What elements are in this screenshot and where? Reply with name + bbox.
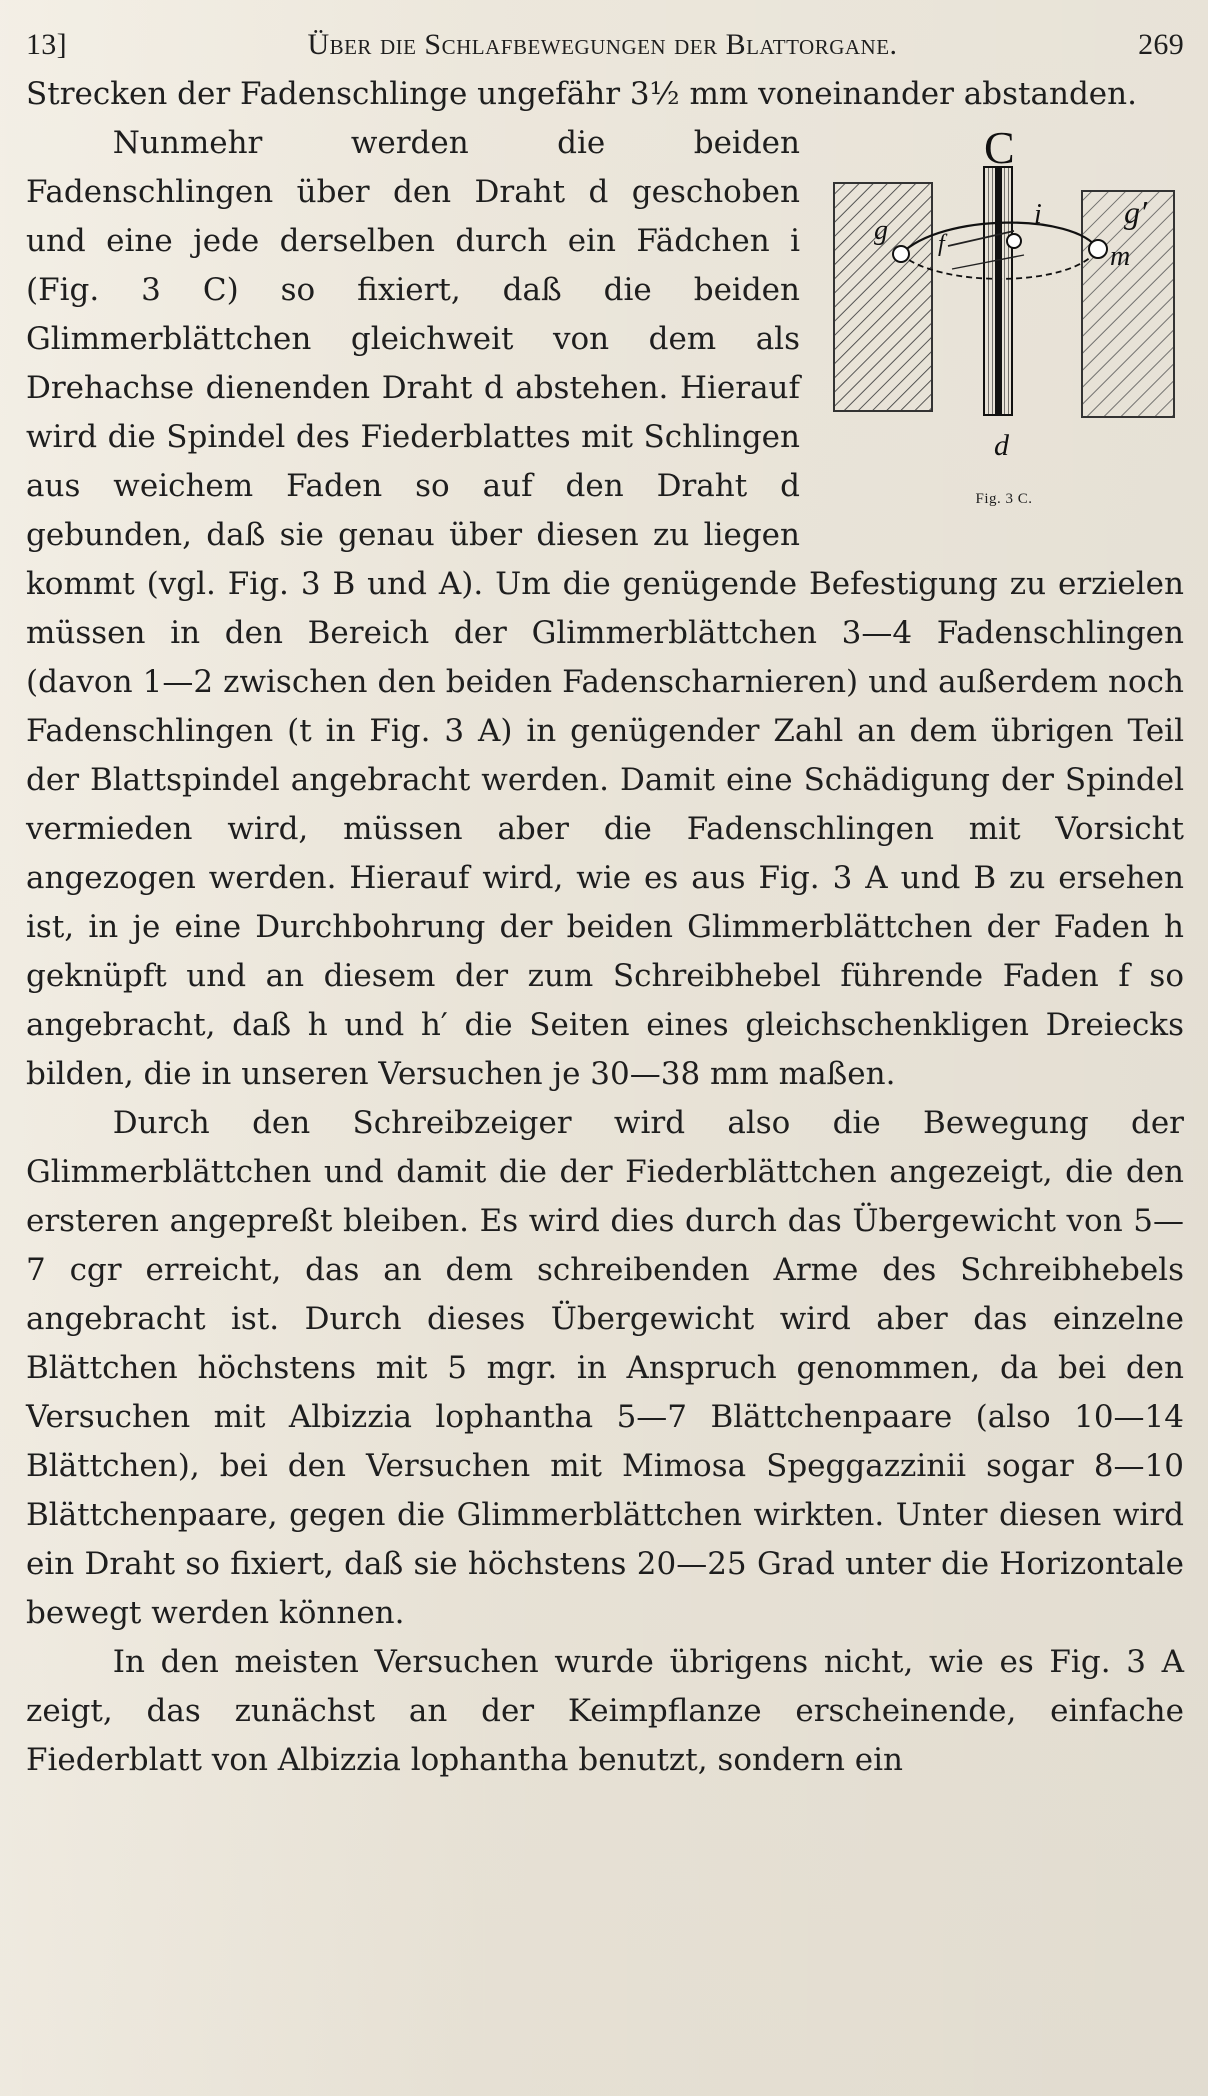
figure-label-i: i [1034, 199, 1042, 230]
figure-label-g-right: g′ [1124, 194, 1147, 230]
page-header [26, 28, 1184, 62]
figure-3c [824, 119, 1184, 539]
figure-label-f: f [938, 231, 945, 257]
chapter-number: 13] [26, 28, 67, 61]
page-number: 269 [1138, 28, 1184, 61]
figure-label-m: m [1110, 241, 1131, 272]
paragraph-1: Strecken der Fadenschlinge ungefähr 3½ mm voneinander abstanden. [26, 76, 1137, 112]
paragraph-2: Nunmehr werden die beiden Fadenschlingen über den Draht d geschoben und eine jede derselben durch ein Fädchen i (Fig. 3 C) so fixiert, daß die beiden Glimmerblättchen gleichweit von dem als Drehachse dienenden Draht d abstehen. Hierauf wird die Spindel des Fiederblattes mit Schlingen aus weichem Faden so auf den Draht d gebunden, daß sie genau über diesen zu liegen kommt (vgl. Fig. 3 B und A). Um die genügende Befestigung zu erzielen müssen in den Bereich der Glimmerblättchen 3—4 Fadenschlingen (davon 1—2 zwischen den beiden Fadenscharnieren) und außerdem noch Fadenschlingen (t in Fig. 3 A) in genügender Zahl an dem übrigen Teil der Blattspindel angebracht werden. Damit eine Schädigung der Spindel vermieden wird, müssen aber die Fadenschlingen mit Vorsicht angezogen werden. Hierauf wird, wie es aus Fig. 3 A und B zu ersehen ist, in je eine Durchbohrung der beiden Glimmerblättchen der Faden h geknüpft und an diesem der zum Schreibhebel führende Faden f so angebracht, daß h und h′ die Seiten eines gleichschenkligen Dreiecks bilden, die in unseren Versuchen je 30—38 mm maßen. [26, 125, 1184, 1092]
paragraph-4: In den meisten Versuchen wurde übrigens nicht, wie es Fig. 3 A zeigt, das zunächst an der Keimpflanze erscheinende, einfache Fiederblatt von Albizzia lophantha benutzt, sondern ein [26, 1644, 1184, 1778]
figure-label-d: d [994, 429, 1009, 462]
running-title: Über die Schlafbewegungen der Blattorgane. [307, 28, 898, 61]
figure-label-c: C [984, 122, 1015, 173]
body-text [26, 70, 1184, 1785]
figure-label-g-left: g [874, 215, 888, 246]
figure-caption: Fig. 3 C. [975, 491, 1033, 507]
paragraph-3: Durch den Schreibzeiger wird also die Bewegung der Glimmerblättchen und damit die der Fiederblättchen angezeigt, die den ersteren angepreßt bleiben. Es wird dies durch das Übergewicht von 5—7 cgr erreicht, das an dem schreibenden Arme des Schreibhebels angebracht ist. Durch dieses Übergewicht wird aber das einzelne Blättchen höchstens mit 5 mgr. in Anspruch genommen, da bei den Versuchen mit Albizzia lophantha 5—7 Blättchenpaare (also 10—14 Blättchen), bei den Versuchen mit Mimosa Speggazzinii sogar 8—10 Blättchenpaare, gegen die Glimmerblättchen wirkten. Unter diesen wird ein Draht so fixiert, daß sie höchstens 20—25 Grad unter die Horizontale bewegt werden können. [26, 1105, 1184, 1631]
